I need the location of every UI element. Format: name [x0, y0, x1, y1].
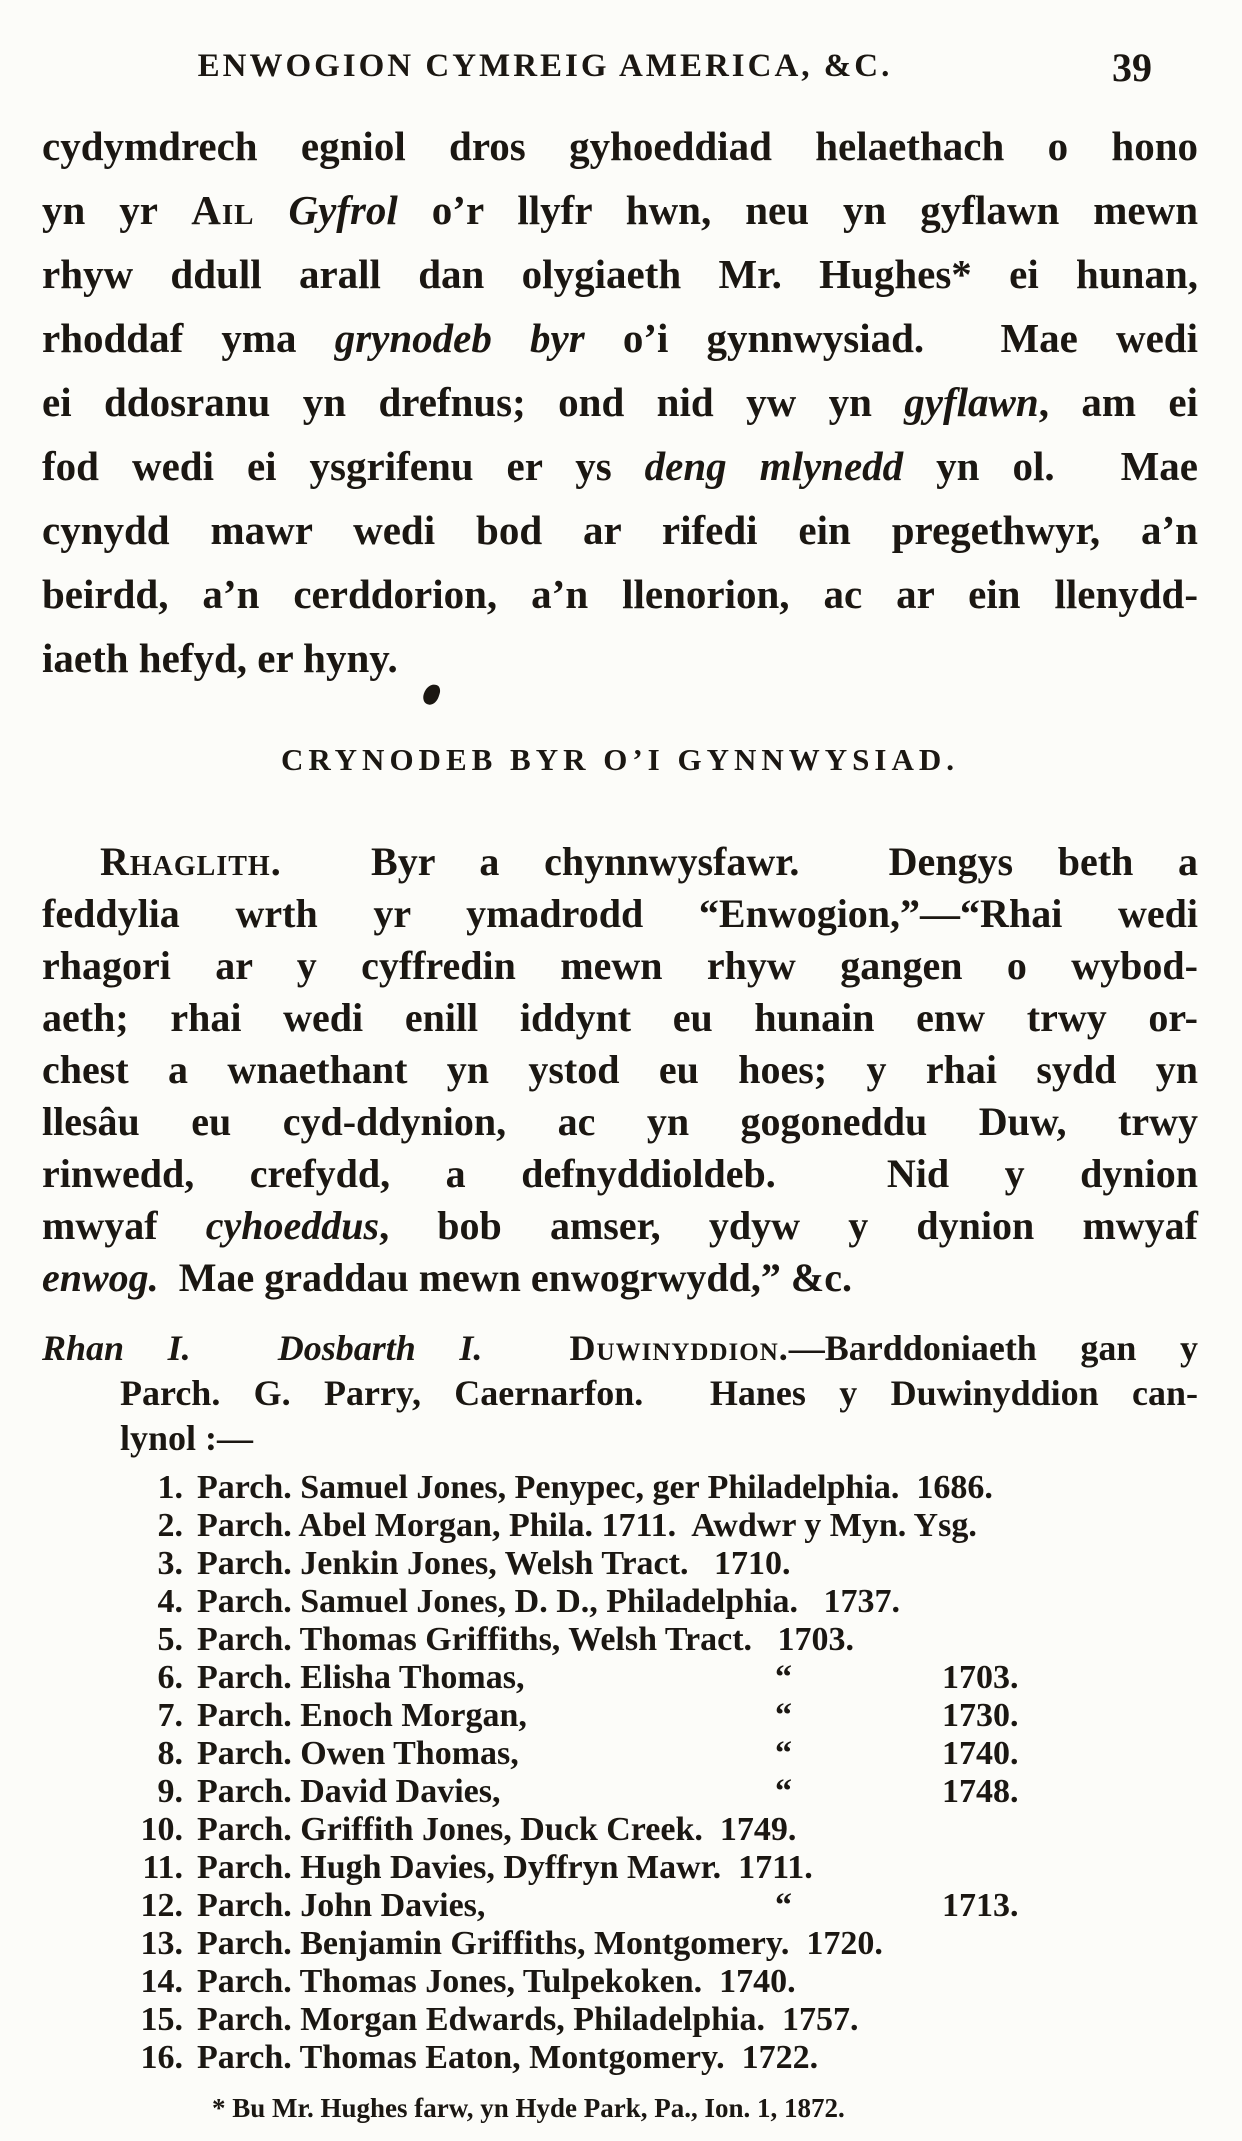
ditto-mark: “: [775, 1773, 792, 1810]
minister-list: [42, 1461, 1198, 2077]
list-item-number: 3.: [157, 1545, 183, 1582]
text-segment: rhoddaf yma: [42, 315, 335, 361]
list-item-number: 1.: [157, 1469, 183, 1506]
list-item-number: 4.: [157, 1583, 183, 1620]
list-item-number: 7.: [157, 1697, 183, 1734]
list-item-text: Parch. Thomas Jones, Tulpekoken. 1740.: [197, 1963, 796, 2000]
ditto-mark: “: [775, 1697, 792, 1734]
list-item: [42, 1507, 1198, 1545]
text-line: [42, 1371, 1198, 1416]
list-item: [42, 1887, 1198, 1925]
list-item-text: Parch. Samuel Jones, D. D., Philadelphia. 1737.: [197, 1583, 901, 1620]
text-line: [42, 1416, 1198, 1461]
text-segment: , am ei: [1038, 379, 1198, 425]
running-header-title: ENWOGION CYMREIG AMERICA, &C.: [197, 48, 893, 84]
text-segment: iaeth hefyd, er hyny.: [42, 635, 398, 681]
list-item: [42, 1925, 1198, 1963]
list-item: [42, 1849, 1198, 1887]
list-item-text: Parch. Elisha Thomas,: [197, 1659, 525, 1696]
text-segment: beirdd, a’n cerddorion, a’n llenorion, ac ar ein llenydd-: [42, 571, 1198, 617]
list-item-text: Parch. Benjamin Griffiths, Montgomery. 1720.: [197, 1925, 883, 1962]
list-item-year: 1703.: [942, 1659, 1019, 1696]
list-item: [42, 2001, 1198, 2039]
text-line: [42, 626, 1198, 690]
list-item: [42, 1963, 1198, 2001]
list-item: [42, 2039, 1198, 2077]
list-item-text: Parch. John Davies,: [197, 1887, 486, 1924]
list-item-year: 1740.: [942, 1735, 1019, 1772]
text-line: [42, 434, 1198, 498]
list-item-number: 10.: [140, 1811, 183, 1848]
paragraph-continuation: [42, 114, 1198, 690]
text-segment: gyflawn: [904, 379, 1039, 425]
list-item-number: 13.: [140, 1925, 183, 1962]
text-line: [42, 370, 1198, 434]
list-item-number: 6.: [157, 1659, 183, 1696]
list-item-text: Parch. Morgan Edwards, Philadelphia. 1757.: [197, 2001, 859, 2038]
list-item-number: 9.: [157, 1773, 183, 1810]
list-item: [42, 1659, 1198, 1697]
list-item-text: Parch. Owen Thomas,: [197, 1735, 519, 1772]
text-segment: o’r llyfr hwn, neu yn gyflawn mewn: [397, 187, 1198, 233]
list-item-text: Parch. Hugh Davies, Dyffryn Mawr. 1711.: [197, 1849, 813, 1886]
text-segment: llesâu eu cyd-ddynion, ac yn gogoneddu Duw, trwy: [42, 1099, 1198, 1144]
list-item-text: Parch. Griffith Jones, Duck Creek. 1749.: [197, 1811, 797, 1848]
list-item-year: 1748.: [942, 1773, 1019, 1810]
list-item: [42, 1735, 1198, 1773]
text-segment: Parch. G. Parry, Caernarfon. Hanes y Duwinyddion can-: [120, 1373, 1198, 1413]
text-segment: [482, 1328, 569, 1368]
list-item-number: 15.: [140, 2001, 183, 2038]
text-segment: deng mlynedd: [644, 443, 904, 489]
text-segment: fod wedi ei ysgrifenu er ys: [42, 443, 645, 489]
text-line: [42, 1044, 1198, 1096]
list-item: [42, 1621, 1198, 1659]
list-item-number: 5.: [157, 1621, 183, 1658]
list-item-year: 1713.: [942, 1887, 1019, 1924]
text-segment: [254, 187, 288, 233]
list-item-text: Parch. Enoch Morgan,: [197, 1697, 527, 1734]
list-item: [42, 1583, 1198, 1621]
list-item: [42, 1811, 1198, 1849]
page-number: 39: [1112, 45, 1152, 90]
text-segment: Byr a chynnwysfawr. Dengys beth a: [281, 839, 1198, 884]
list-item-number: 12.: [140, 1887, 183, 1924]
text-segment: cynydd mawr wedi bod ar rifedi ein pregethwyr, a’n: [42, 507, 1198, 553]
text-line: [42, 114, 1198, 178]
text-line: [42, 1200, 1198, 1252]
list-item-number: 11.: [142, 1849, 183, 1886]
list-item-text: Parch. David Davies,: [197, 1773, 501, 1810]
text-segment: Duwinyddion.: [569, 1328, 789, 1368]
ditto-mark: “: [775, 1659, 792, 1696]
text-segment: aeth; rhai wedi enill iddynt eu hunain enw trwy or-: [42, 995, 1198, 1040]
text-segment: Rhaglith.: [100, 839, 282, 884]
text-segment: Rhan I.: [42, 1328, 191, 1368]
text-segment: rhagori ar y cyffredin mewn rhyw gangen o wybod-: [42, 943, 1198, 988]
footnote-hughes: * Bu Mr. Hughes farw, yn Hyde Park, Pa., Ion. 1, 1872.: [212, 2093, 845, 2123]
text-segment: chest a wnaethant yn ystod eu hoes; y rhai sydd yn: [42, 1047, 1198, 1092]
paragraph-rhaglith: [42, 836, 1198, 1304]
text-segment: [191, 1328, 278, 1368]
list-item-number: 16.: [140, 2039, 183, 2076]
list-item-number: 2.: [157, 1507, 183, 1544]
text-segment: cyhoeddus: [205, 1203, 380, 1248]
text-segment: rhyw ddull arall dan olygiaeth Mr. Hughes* ei hunan,: [42, 251, 1198, 297]
text-line: [42, 836, 1198, 888]
list-item-year: 1730.: [942, 1697, 1019, 1734]
list-item-number: 8.: [157, 1735, 183, 1772]
section-heading: CRYNODEB BYR O’I GYNNWYSIAD.: [280, 742, 959, 777]
list-item: [42, 1773, 1198, 1811]
paragraph-rhan-1-dosbarth-1: [42, 1326, 1198, 1461]
text-segment: Gyfrol: [288, 187, 398, 233]
list-item: [42, 1545, 1198, 1583]
text-segment: Ail: [191, 187, 255, 233]
text-segment: mwyaf: [42, 1203, 206, 1248]
text-segment: —Barddoniaeth gan y: [788, 1328, 1198, 1368]
ditto-mark: “: [775, 1735, 792, 1772]
text-line: [42, 1096, 1198, 1148]
text-line: [42, 242, 1198, 306]
text-segment: yn yr: [42, 187, 192, 233]
list-item-text: Parch. Thomas Eaton, Montgomery. 1722.: [197, 2039, 819, 2076]
list-item: [42, 1469, 1198, 1507]
list-item-text: Parch. Samuel Jones, Penypec, ger Philadelphia. 1686.: [197, 1469, 993, 1506]
text-segment: lynol :—: [120, 1418, 254, 1458]
running-header: [42, 0, 1198, 94]
text-line: [42, 1326, 1198, 1371]
text-segment: cydymdrech egniol dros gyhoeddiad helaethach o hono: [42, 123, 1198, 169]
text-line: [42, 178, 1198, 242]
list-item-text: Parch. Thomas Griffiths, Welsh Tract. 1703.: [197, 1621, 855, 1658]
text-segment: enwog.: [42, 1255, 159, 1300]
text-line: [42, 498, 1198, 562]
text-line: [42, 1148, 1198, 1200]
text-segment: Dosbarth I.: [277, 1328, 483, 1368]
list-item-number: 14.: [140, 1963, 183, 2000]
text-line: [42, 562, 1198, 626]
text-line: [42, 940, 1198, 992]
text-segment: rinwedd, crefydd, a defnyddioldeb. Nid y dynion: [42, 1151, 1198, 1196]
text-segment: feddylia wrth yr ymadrodd “Enwogion,”—“Rhai wedi: [42, 891, 1198, 936]
text-segment: yn ol. Mae: [903, 443, 1199, 489]
list-item-text: Parch. Jenkin Jones, Welsh Tract. 1710.: [197, 1545, 791, 1582]
list-item-text: Parch. Abel Morgan, Phila. 1711. Awdwr y Myn. Ysg.: [197, 1507, 977, 1544]
text-segment: o’i gynnwysiad. Mae wedi: [584, 315, 1198, 361]
text-line: [42, 888, 1198, 940]
text-line: [42, 992, 1198, 1044]
text-line: [42, 1252, 1198, 1304]
text-segment: grynodeb byr: [334, 315, 585, 361]
text-line: [42, 306, 1198, 370]
ditto-mark: “: [775, 1887, 792, 1924]
list-item: [42, 1697, 1198, 1735]
text-segment: ei ddosranu yn drefnus; ond nid yw yn: [42, 379, 905, 425]
text-segment: , bob amser, ydyw y dynion mwyaf: [379, 1203, 1198, 1248]
text-segment: Mae graddau mewn enwogrwydd,” &c.: [158, 1255, 852, 1300]
